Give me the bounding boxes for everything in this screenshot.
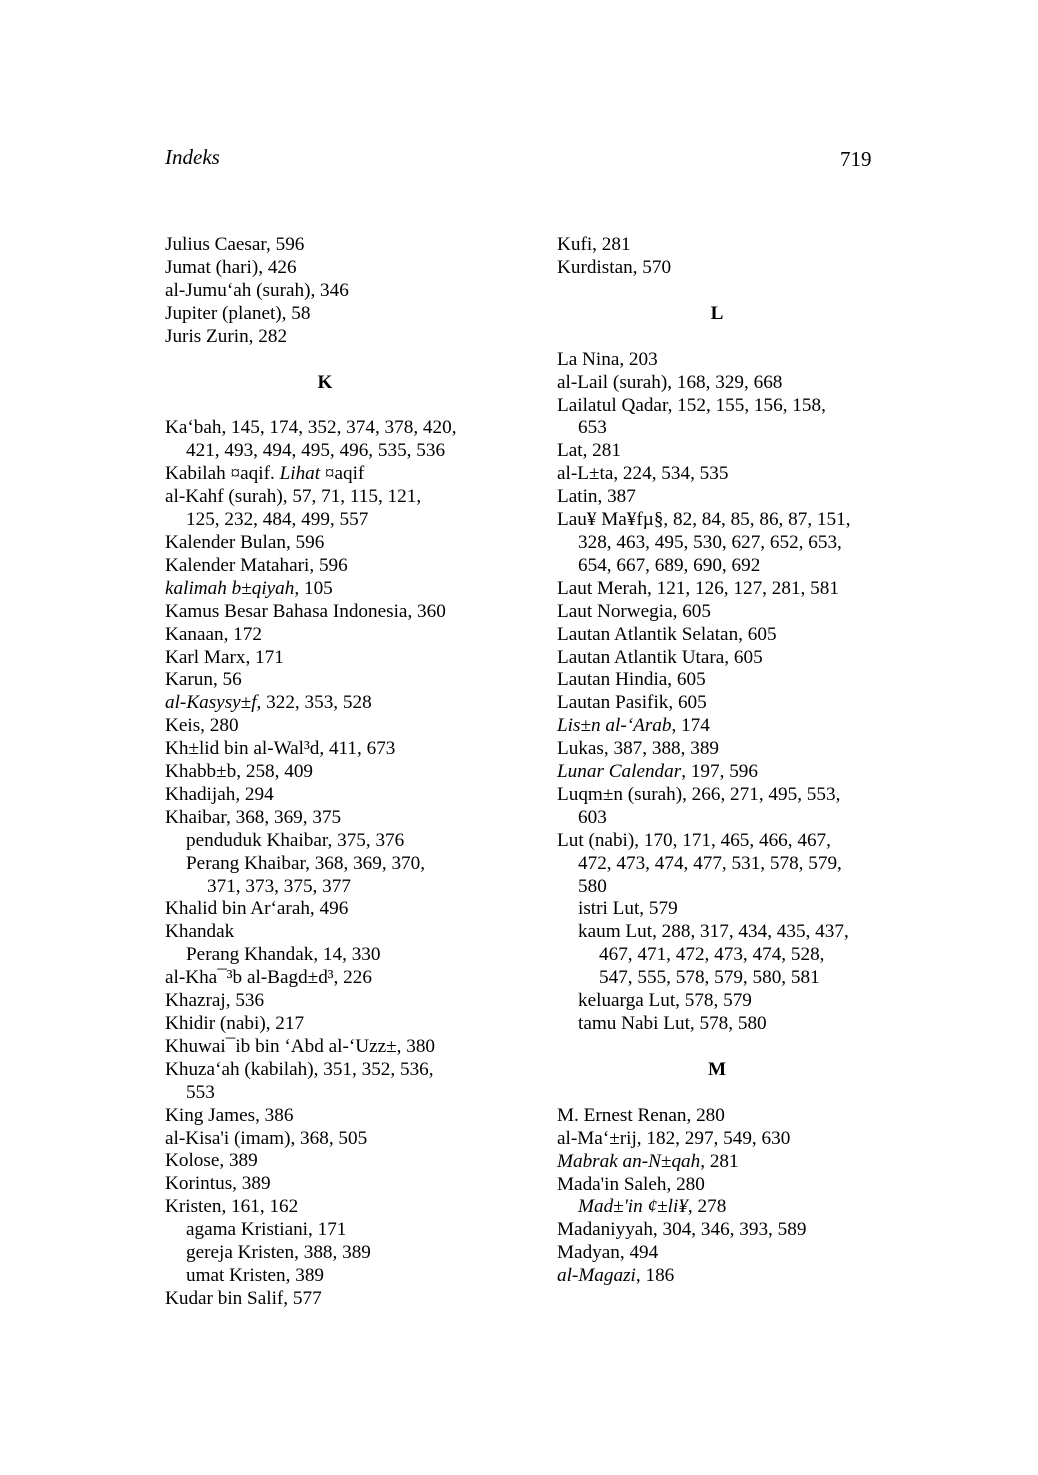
entry-text: Luqm±n (surah), 266, 271, 495, 553, (557, 783, 841, 805)
index-subentry (165, 1265, 505, 1288)
entry-text: Jumat (hari), 426 (165, 256, 297, 278)
entry-text: al-Kha¯³b al-Bagd±d³, 226 (165, 967, 372, 989)
entry-text: 467, 471, 472, 473, 474, 528, (599, 944, 825, 966)
index-subentry (557, 1013, 897, 1036)
index-entry (165, 715, 505, 738)
entry-text: 371, 373, 375, 377 (207, 875, 351, 897)
entry-text: , 278 (687, 1196, 727, 1218)
entry-text: Khidir (nabi), 217 (165, 1013, 305, 1034)
entry-text: Perang Khaibar, 368, 369, 370, (186, 852, 426, 874)
index-entry (165, 601, 505, 624)
entry-text: Khuwai¯ib bin ‘Abd al-‘Uzz±, 380 (165, 1035, 436, 1057)
index-entry (165, 807, 505, 830)
index-entry (165, 692, 505, 715)
entry-text: istri Lut, 579 (578, 898, 678, 920)
entry-text: al-Kahf (surah), 57, 71, 115, 121, (165, 486, 422, 508)
page-number: 719 (840, 147, 872, 171)
entry-text: umat Kristen, 389 (186, 1264, 325, 1286)
entry-text: Kurdistan, 570 (557, 256, 672, 278)
index-entry (557, 463, 897, 486)
index-column-left (165, 234, 505, 1311)
index-entry (165, 1196, 505, 1219)
index-entry (165, 417, 505, 440)
entry-text: Perang Khandak, 14, 330 (186, 944, 381, 966)
entry-text: , 197, 596 (681, 761, 758, 783)
entry-text: 421, 493, 494, 495, 496, 535, 536 (186, 440, 446, 462)
entry-text: gereja Kristen, 388, 389 (186, 1242, 371, 1264)
index-entry (557, 395, 897, 418)
index-entry (557, 830, 897, 853)
entry-text: 472, 473, 474, 477, 531, 578, 579, (578, 852, 842, 874)
entry-text: Khalid bin Ar‘arah, 496 (165, 898, 349, 920)
index-subentry (165, 1219, 505, 1242)
index-entry (557, 509, 897, 532)
entry-text: tamu Nabi Lut, 578, 580 (578, 1013, 767, 1034)
entry-text: Kalender Bulan, 596 (165, 531, 325, 553)
entry-text: 553 (186, 1081, 215, 1103)
entry-text: M. Ernest Renan, 280 (557, 1104, 725, 1126)
index-entry (165, 578, 505, 601)
entry-text: kaum Lut, 288, 317, 434, 435, 437, (578, 921, 849, 943)
entry-text: Laut Norwegia, 605 (557, 600, 711, 622)
entry-text: Lautan Hindia, 605 (557, 669, 706, 691)
entry-text: Juris Zurin, 282 (165, 325, 288, 347)
entry-text: Kh±lid bin al-Wal³d, 411, 673 (165, 738, 396, 760)
entry-text: Mada'in Saleh, 280 (557, 1173, 705, 1195)
italic-term: al-Magazi (557, 1265, 636, 1287)
index-subentry (557, 1196, 897, 1219)
index-entry (165, 1013, 505, 1036)
index-entry (165, 1288, 505, 1311)
index-entry (557, 1219, 897, 1242)
index-entry (165, 532, 505, 555)
index-column-right (557, 234, 897, 1288)
entry-text: Jupiter (planet), 58 (165, 302, 311, 324)
entry-text: Lat, 281 (557, 440, 621, 462)
entry-text: Karun, 56 (165, 669, 242, 691)
index-entry (557, 440, 897, 463)
entry-text: penduduk Khaibar, 375, 376 (186, 829, 405, 851)
index-subentry (557, 532, 897, 555)
index-entry (557, 349, 897, 372)
index-entry (557, 692, 897, 715)
index-entry (165, 234, 505, 257)
index-entry (557, 257, 897, 280)
index-entry (165, 1128, 505, 1151)
entry-text: Kufi, 281 (557, 234, 631, 255)
italic-term: Lis±n al-‘Arab (557, 715, 672, 737)
index-entry (165, 1059, 505, 1082)
entry-text: Lailatul Qadar, 152, 155, 156, 158, (557, 394, 826, 416)
entry-text: Lautan Pasifik, 605 (557, 692, 707, 714)
entry-text: Madaniyyah, 304, 346, 393, 589 (557, 1219, 807, 1241)
entry-text: King James, 386 (165, 1104, 294, 1126)
entry-text: Khandak (165, 921, 235, 943)
entry-text: Keis, 280 (165, 715, 239, 737)
index-subentry (557, 944, 897, 967)
entry-text: Kabilah ¤aqif. (165, 463, 280, 485)
entry-text: Lautan Atlantik Selatan, 605 (557, 623, 777, 645)
entry-text: Khadijah, 294 (165, 783, 274, 805)
entry-text: Khuza‘ah (kabilah), 351, 352, 536, (165, 1058, 434, 1080)
entry-text: Kamus Besar Bahasa Indonesia, 360 (165, 600, 446, 622)
index-entry (557, 1242, 897, 1265)
entry-text: al-Lail (surah), 168, 329, 668 (557, 371, 783, 393)
entry-text: 125, 232, 484, 499, 557 (186, 509, 369, 531)
index-subentry (165, 944, 505, 967)
entry-text: 328, 463, 495, 530, 627, 652, 653, (578, 531, 842, 553)
index-entry (557, 1265, 897, 1288)
entry-text: al-Ma‘±rij, 182, 297, 549, 630 (557, 1127, 791, 1149)
running-header-title: Indeks (165, 145, 220, 169)
entry-text: al-Kisa'i (imam), 368, 505 (165, 1127, 368, 1149)
italic-term: Lihat (279, 463, 321, 485)
entry-text: Lau¥ Ma¥fµ§, 82, 84, 85, 86, 87, 151, (557, 509, 851, 531)
index-entry (165, 1036, 505, 1059)
index-entry (165, 647, 505, 670)
section-letter-heading: L (710, 302, 724, 324)
index-entry (165, 303, 505, 326)
index-subentry (165, 1242, 505, 1265)
entry-text: Khaibar, 368, 369, 375 (165, 806, 342, 828)
index-subentry (165, 509, 505, 532)
entry-text: , 105 (294, 577, 333, 599)
entry-text: Kudar bin Salif, 577 (165, 1287, 322, 1309)
italic-term: Mabrak an-N±qah (557, 1150, 701, 1172)
index-entry (165, 784, 505, 807)
index-entry (165, 280, 505, 303)
index-entry (165, 967, 505, 990)
index-entry (165, 555, 505, 578)
italic-term: Mad±'in ¢±li¥ (578, 1196, 688, 1218)
entry-text: Kolose, 389 (165, 1150, 258, 1172)
index-subentry (557, 807, 897, 830)
index-entry (165, 463, 505, 486)
index-entry (165, 921, 505, 944)
index-entry (557, 761, 897, 784)
entry-text: agama Kristiani, 171 (186, 1219, 347, 1241)
index-entry (557, 1174, 897, 1197)
index-subentry (557, 417, 897, 440)
index-subentry (165, 876, 505, 899)
entry-text: Lukas, 387, 388, 389 (557, 738, 720, 760)
index-entry (165, 257, 505, 280)
entry-text: Lut (nabi), 170, 171, 465, 466, 467, (557, 829, 831, 851)
entry-text: Khazraj, 536 (165, 990, 265, 1012)
index-entry (557, 486, 897, 509)
index-entry (557, 372, 897, 395)
index-subentry (557, 555, 897, 578)
index-entry (165, 990, 505, 1013)
entry-text: , 186 (635, 1265, 675, 1287)
entry-text: 580 (578, 875, 607, 897)
entry-text: , 281 (700, 1150, 739, 1172)
index-entry (557, 624, 897, 647)
entry-text: 603 (578, 806, 607, 828)
index-subentry (557, 853, 897, 876)
entry-text: Khabb±b, 258, 409 (165, 761, 314, 783)
index-entry (165, 486, 505, 509)
entry-text: Kanaan, 172 (165, 623, 262, 645)
index-subentry (557, 898, 897, 921)
entry-text: al-L±ta, 224, 534, 535 (557, 463, 729, 485)
entry-text: Kalender Matahari, 596 (165, 554, 348, 576)
index-entry (557, 1151, 897, 1174)
entry-text: Madyan, 494 (557, 1242, 659, 1264)
entry-text: La Nina, 203 (557, 348, 658, 370)
index-subentry (557, 876, 897, 899)
index-entry (165, 1173, 505, 1196)
section-letter-heading: K (317, 371, 333, 393)
index-entry (165, 326, 505, 349)
entry-text: 654, 667, 689, 690, 692 (578, 554, 761, 576)
entry-text: ¤aqif (320, 463, 365, 485)
index-entry (557, 1105, 897, 1128)
index-entry (557, 738, 897, 761)
entry-text: Ka‘bah, 145, 174, 352, 374, 378, 420, (165, 417, 457, 439)
index-entry (165, 669, 505, 692)
index-entry (557, 601, 897, 624)
index-entry (557, 1128, 897, 1151)
italic-term: kalimah b±qiyah (165, 577, 295, 599)
index-subentry (557, 921, 897, 944)
index-subentry (165, 853, 505, 876)
index-entry (165, 624, 505, 647)
index-entry (165, 738, 505, 761)
entry-text: Laut Merah, 121, 126, 127, 281, 581 (557, 577, 839, 599)
index-entry (165, 898, 505, 921)
index-entry (165, 761, 505, 784)
entry-text: Latin, 387 (557, 486, 636, 508)
index-subentry (165, 830, 505, 853)
entry-text: Julius Caesar, 596 (165, 234, 305, 255)
index-entry (557, 715, 897, 738)
index-entry (557, 234, 897, 257)
index-entry (557, 669, 897, 692)
index-entry (165, 1150, 505, 1173)
entry-text: Kristen, 161, 162 (165, 1196, 299, 1218)
index-entry (557, 784, 897, 807)
index-entry (557, 647, 897, 670)
entry-text: , 322, 353, 528 (256, 692, 372, 714)
entry-text: keluarga Lut, 578, 579 (578, 990, 752, 1012)
index-subentry (557, 990, 897, 1013)
index-subentry (165, 1082, 505, 1105)
italic-term: al-Kasysy±f (165, 692, 257, 714)
entry-text: Korintus, 389 (165, 1173, 271, 1195)
entry-text: Lautan Atlantik Utara, 605 (557, 646, 763, 668)
entry-text: 547, 555, 578, 579, 580, 581 (599, 967, 820, 989)
section-letter-heading: M (707, 1058, 727, 1080)
entry-text: al-Jumu‘ah (surah), 346 (165, 279, 349, 301)
entry-text: Karl Marx, 171 (165, 646, 284, 668)
italic-term: Lunar Calendar (557, 761, 682, 783)
index-subentry (165, 440, 505, 463)
index-subentry (557, 967, 897, 990)
index-entry (165, 1105, 505, 1128)
entry-text: 653 (578, 417, 607, 439)
index-entry (557, 578, 897, 601)
entry-text: , 174 (671, 715, 710, 737)
